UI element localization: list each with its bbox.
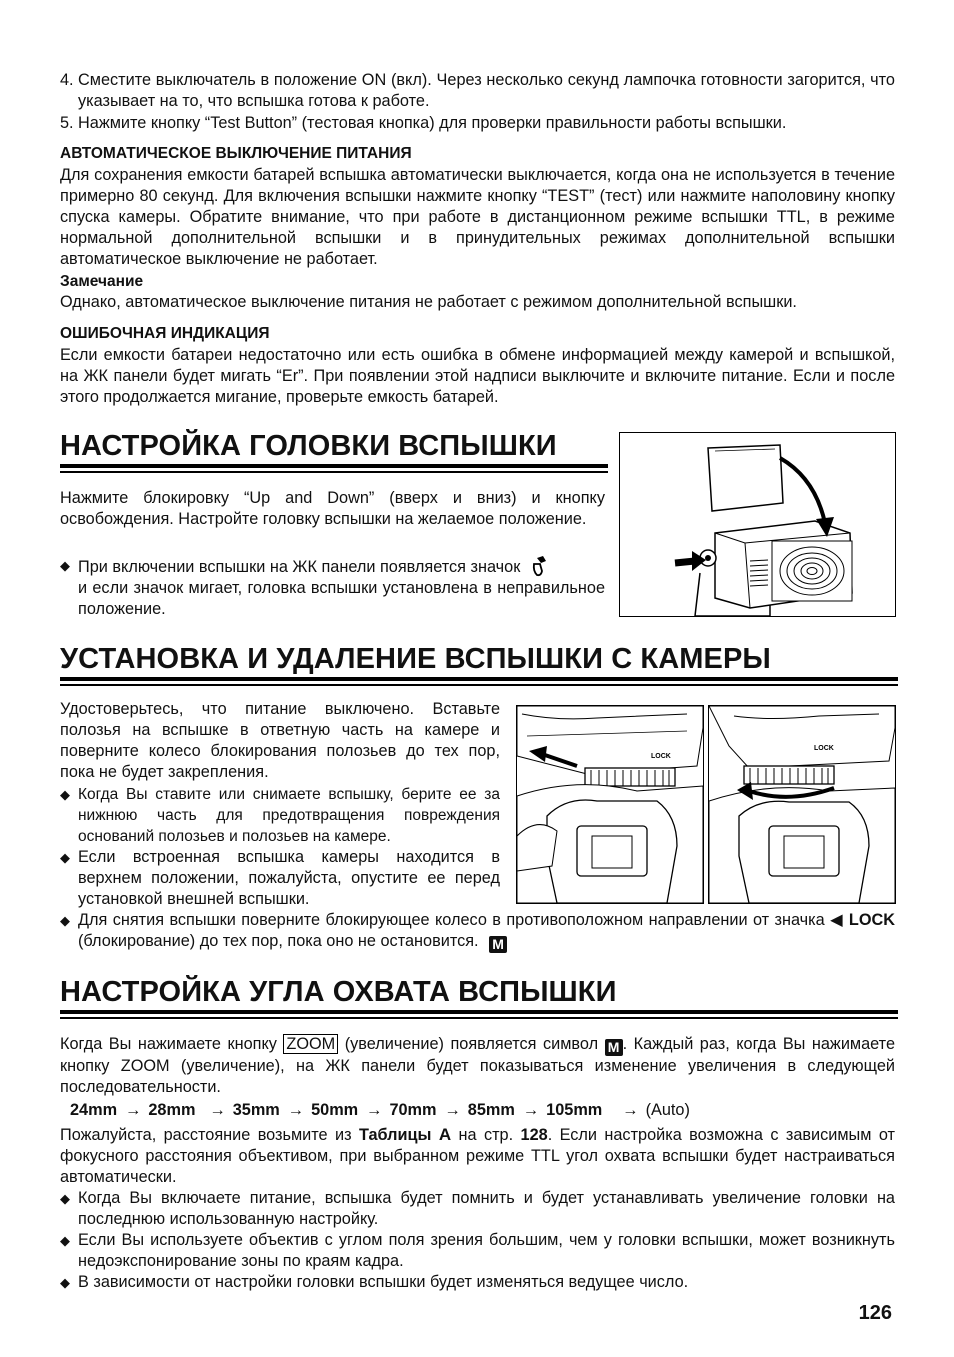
bullet-diamond-icon: ◆ — [60, 787, 70, 802]
lock-mark: LOCK — [651, 753, 671, 760]
mount-bullet-text: Если встроенная вспышка камеры находится в верхнем положении, пожалуйста, опустите ее перед установкой внешней вспышки. — [78, 848, 500, 908]
zoom-text-b: (увеличение) появляется символ — [344, 1035, 599, 1053]
head-bullet-text-a: При включении вспышки на ЖК панели появляется значок — [78, 558, 521, 576]
zoom-bullet — [60, 1230, 895, 1272]
table-letter: A — [438, 1125, 452, 1144]
arrow-right-icon: → — [209, 1101, 226, 1119]
auto-off-heading: АВТОМАТИЧЕСКОЕ ВЫКЛЮЧЕНИЕ ПИТАНИЯ — [60, 145, 412, 162]
table-ref: Таблицы — [358, 1126, 432, 1144]
bullet-diamond-icon: ◆ — [60, 913, 70, 928]
lock-label: ◀ LOCK — [830, 911, 896, 929]
zoom-step: 70mm — [389, 1101, 437, 1119]
arrow-right-icon: → — [287, 1101, 305, 1119]
arrow-right-icon: → — [522, 1101, 540, 1119]
m-icon: M — [605, 1039, 623, 1056]
zoom-text-2 — [60, 1124, 895, 1188]
remove-bullet — [60, 910, 895, 953]
mount-illustration-attach — [516, 705, 704, 904]
divider — [60, 677, 898, 681]
bullet-diamond-icon: ◆ — [60, 850, 70, 865]
zoom-step: 105mm — [546, 1101, 603, 1119]
zoom-bullet — [60, 1272, 895, 1293]
step-4 — [60, 70, 895, 112]
zoom-step: 24mm — [70, 1101, 118, 1119]
section-title-mount: УСТАНОВКА И УДАЛЕНИЕ ВСПЫШКИ С КАМЕРЫ — [60, 643, 771, 675]
page-number: 126 — [858, 1302, 892, 1324]
head-bullet — [60, 555, 605, 620]
section-title-head: НАСТРОЙКА ГОЛОВКИ ВСПЫШКИ — [60, 430, 557, 462]
error-text: Если емкости батареи недостаточно или есть ошибка в обмене информацией между камерой и вспышкой, на ЖК панели будет мигать “Er”. При появлении этой надписи выключите и включите питание. Если и после этого продолжается мигание, проверьте емкость батарей. — [60, 346, 895, 406]
zoom-step: 85mm — [467, 1101, 515, 1119]
section-title-zoom: НАСТРОЙКА УГЛА ОХВАТА ВСПЫШКИ — [60, 976, 617, 1008]
zoom-bullet-text: Если Вы используете объектив с углом поля зрения большим, чем у головки вспышки, может возникнуть недоэкспонирование зоны по краям кадра. — [78, 1231, 895, 1270]
remove-text-a: Для снятия вспышки поверните блокирующее колесо в противоположном направлении от значка — [78, 911, 825, 929]
zoom-step: 28mm — [148, 1101, 196, 1119]
flash-head-position-icon — [529, 555, 549, 577]
mount-text: Удостоверьтесь, что питание выключено. Вставьте полозья на вспышке в ответную часть на камере и поверните колесо блокирования полозьев до тех пор, пока не будет закрепления. — [60, 700, 500, 781]
step-number: 5. — [60, 114, 74, 132]
mount-bullet — [60, 847, 500, 910]
bullet-diamond-icon: ◆ — [60, 1275, 70, 1290]
zoom-step-auto: (Auto) — [645, 1101, 690, 1119]
zoom-text2-c: . Если настройка возможна с зависимым от фокусного расстояния объективом, при выбранном режиме TTL угол охвата вспышки будет настраиваться автоматически. — [60, 1126, 895, 1186]
flash-head-drawing — [620, 433, 895, 616]
remove-text-b: (блокирование) до тех пор, пока оно не остановится. — [78, 932, 479, 950]
zoom-text2-b: на стр. — [458, 1126, 514, 1144]
mount-illustration-lock — [708, 705, 896, 904]
mount-bullet-text: Когда Вы ставите или снимаете вспышку, берите ее за нижнюю часть для предотвращения повреждения оснований полозьев и полозьев на камере. — [78, 786, 500, 845]
zoom-button-label: ZOOM — [283, 1034, 338, 1054]
divider — [60, 464, 608, 468]
arrow-right-icon: → — [444, 1101, 461, 1119]
mount-lock-drawing — [709, 706, 895, 903]
bullet-diamond-icon: ◆ — [60, 1233, 70, 1248]
m-icon: M — [489, 936, 507, 953]
zoom-text — [60, 1034, 895, 1098]
zoom-bullet — [60, 1188, 895, 1230]
auto-off-text: Для сохранения емкости батарей вспышка автоматически выключается, когда она не используется в течение примерно 80 секунд. Для включения вспышки нажмите кнопку “TEST” (тест) или нажмите наполовину кнопку спуска камеры. Обратите внимание, что при работе в дистанционном режиме вспышки TTL, в режиме нормальной дополнительной вспышки и в принудительных режимах дополнительной вспышки автоматическое выключение не работает. — [60, 166, 895, 268]
divider — [60, 471, 608, 473]
zoom-bullet-text: Когда Вы включаете питание, вспышка будет помнить и будет устанавливать увеличение головки на последнюю использованную настройку. — [78, 1189, 895, 1228]
zoom-text-c: . Каждый раз, когда Вы нажимаете кнопку ZOOM (увеличение), на ЖК панели будет показываться изменение увеличения в следующей последовательности. — [60, 1035, 895, 1096]
step-text: Сместите выключатель в положение ON (вкл). Через несколько секунд лампочка готовности загорится, что указывает на то, что вспышка готова к работе. — [78, 71, 895, 110]
divider — [60, 1010, 898, 1014]
error-heading: ОШИБОЧНАЯ ИНДИКАЦИЯ — [60, 325, 270, 342]
note-heading: Замечание — [60, 273, 144, 290]
zoom-sequence — [70, 1100, 690, 1121]
lock-mark: LOCK — [814, 745, 834, 752]
step-5 — [60, 113, 895, 134]
divider — [60, 684, 898, 686]
head-text: Нажмите блокировку “Up and Down” (вверх и вниз) и кнопку освобождения. Настройте головку вспышки на желаемое положение. — [60, 489, 605, 528]
arrow-right-icon: → — [125, 1101, 142, 1119]
bullet-diamond-icon: ◆ — [60, 1191, 70, 1206]
zoom-text2-a: Пожалуйста, расстояние возьмите из — [60, 1126, 352, 1144]
step-text: Нажмите кнопку “Test Button” (тестовая кнопка) для проверки правильности работы вспышки. — [78, 114, 787, 132]
zoom-bullet-text: В зависимости от настройки головки вспышки будет изменяться ведущее число. — [78, 1273, 689, 1291]
flash-head-illustration — [619, 432, 896, 617]
step-number: 4. — [60, 71, 74, 89]
arrow-right-icon: → — [622, 1101, 639, 1119]
mount-attach-drawing — [517, 706, 703, 903]
note-text: Однако, автоматическое выключение питания не работает с режимом дополнительной вспышки. — [60, 293, 797, 311]
arrow-right-icon: → — [366, 1101, 383, 1119]
divider — [60, 1017, 898, 1019]
page-ref: 128 — [520, 1126, 548, 1144]
zoom-text-a: Когда Вы нажимаете кнопку — [60, 1035, 277, 1053]
mount-bullet — [60, 784, 500, 847]
zoom-step: 50mm — [311, 1101, 359, 1119]
bullet-diamond-icon: ◆ — [60, 558, 70, 573]
zoom-step: 35mm — [232, 1101, 280, 1119]
head-bullet-text-b: и если значок мигает, головка вспышки установлена в неправильное положение. — [78, 579, 605, 618]
